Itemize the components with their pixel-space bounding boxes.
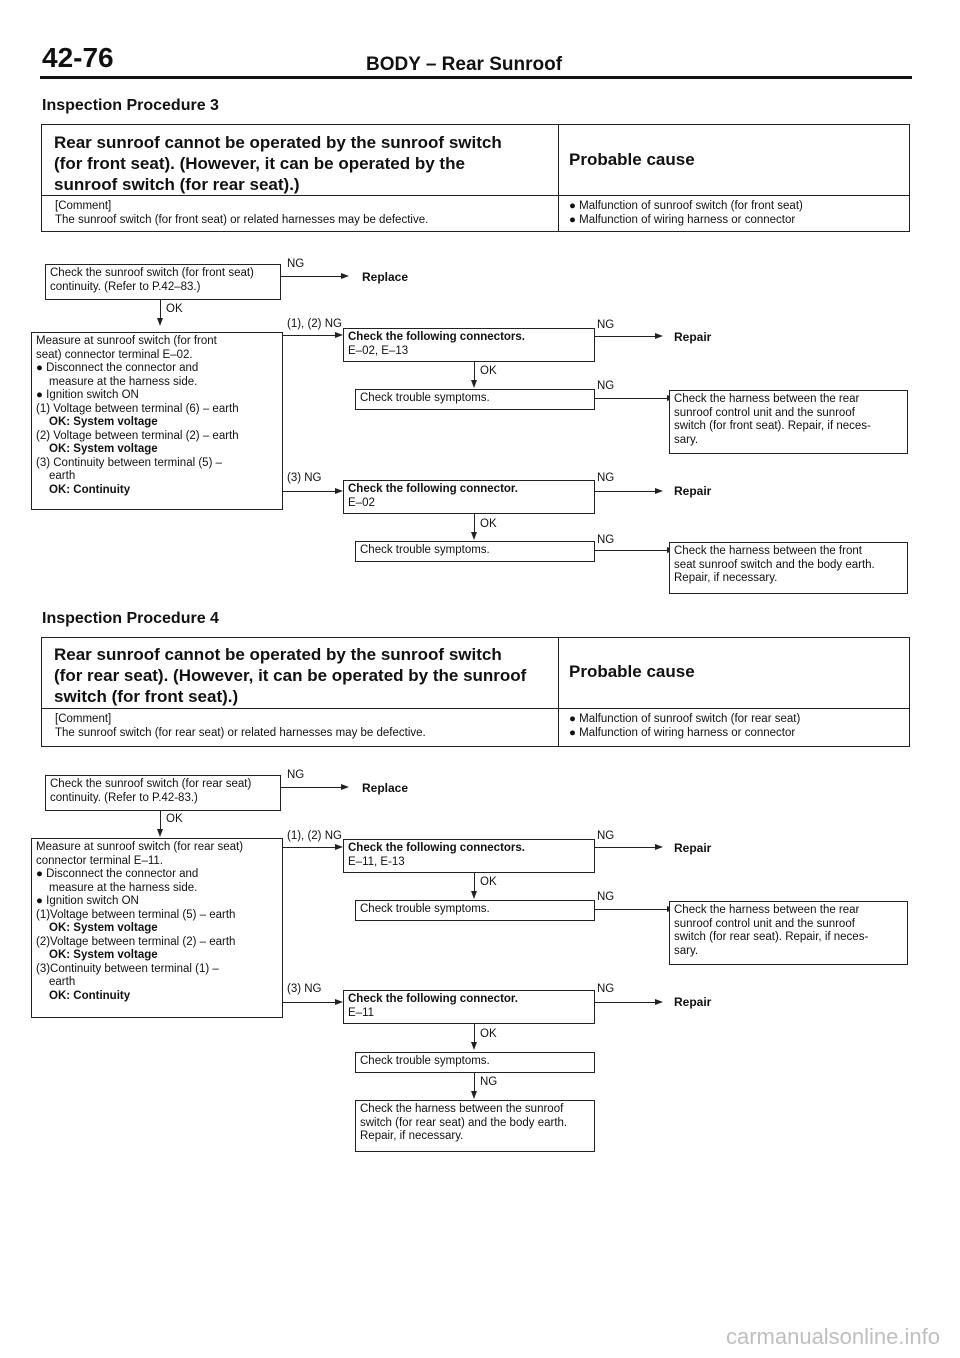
check-trouble-box: Check trouble symptoms. — [355, 389, 595, 410]
symptom-text: Rear sunroof cannot be operated by the sunroof switch (for front seat). (However, it can be operated by the sunroof switch (for rear seat).) — [54, 133, 502, 194]
repair-label: Repair — [674, 841, 712, 855]
harness-check-box: Check the harness between the rear sunroof control unit and the sunroof switch (for rear seat). Repair, if neces- sary. — [669, 901, 908, 965]
arrow-down-icon — [157, 318, 163, 326]
arrow-down-icon — [157, 829, 163, 837]
arrow-down-icon — [471, 1091, 477, 1099]
connector-line — [474, 1073, 475, 1093]
check-connector-box: Check the following connector. E–11 — [343, 990, 595, 1024]
ok-label: OK — [480, 518, 497, 530]
procedure-4-symptom-table — [41, 637, 910, 747]
connector-line — [595, 550, 667, 551]
connector-line — [595, 909, 667, 910]
ng-label: NG — [597, 891, 615, 903]
probable-cause-heading: Probable cause — [569, 150, 695, 169]
check-connector-box: Check the following connector. E–02 — [343, 480, 595, 514]
repair-label: Repair — [674, 484, 712, 498]
connector-line — [474, 514, 475, 534]
ng-label: NG — [597, 983, 615, 995]
ng3-label: (3) NG — [287, 983, 322, 995]
page-header: BODY – Rear Sunroof — [366, 54, 563, 75]
arrow-down-icon — [471, 380, 477, 388]
arrow-right-icon — [335, 844, 343, 850]
causes-list: ● Malfunction of sunroof switch (for front seat) ● Malfunction of wiring harness or connector — [569, 200, 803, 226]
procedure-4-title: Inspection Procedure 4 — [42, 610, 219, 627]
check-switch-box: Check the sunroof switch (for front seat) continuity. (Refer to P.42–83.) — [45, 264, 281, 300]
divider — [42, 708, 909, 709]
connector-line — [283, 335, 335, 336]
replace-label: Replace — [362, 781, 409, 795]
ng-label: NG — [287, 258, 305, 270]
ok-label: OK — [166, 303, 183, 315]
arrow-right-icon — [335, 999, 343, 1005]
divider — [42, 195, 909, 196]
connector-line — [160, 811, 161, 831]
connector-line — [281, 787, 341, 788]
connector-line — [474, 1024, 475, 1044]
connector-line — [281, 276, 341, 277]
connector-line — [160, 300, 161, 320]
arrow-right-icon — [341, 273, 349, 279]
harness-check-box: Check the harness between the rear sunroof control unit and the sunroof switch (for front seat). Repair, if neces- sary. — [669, 390, 908, 454]
procedure-3-title: Inspection Procedure 3 — [42, 97, 219, 114]
page-number: 42-76 — [42, 42, 114, 73]
repair-label: Repair — [674, 995, 712, 1009]
ok-label: OK — [166, 813, 183, 825]
check-connectors-box: Check the following connectors. E–11, E-13 — [343, 839, 595, 873]
causes-list: ● Malfunction of sunroof switch (for rear seat) ● Malfunction of wiring harness or connector — [569, 713, 801, 739]
arrow-right-icon — [341, 784, 349, 790]
harness-check-box: Check the harness between the sunroof switch (for rear seat) and the body earth. Repair, if necessary. — [355, 1100, 595, 1152]
check-trouble-box: Check trouble symptoms. — [355, 900, 595, 921]
probable-cause-heading: Probable cause — [569, 662, 695, 681]
ng-label: NG — [287, 769, 305, 781]
connector-line — [474, 362, 475, 382]
arrow-right-icon — [655, 488, 663, 494]
arrow-right-icon — [655, 333, 663, 339]
ng-label: NG — [597, 380, 615, 392]
ng-label: NG — [597, 830, 615, 842]
connector-line — [283, 491, 335, 492]
connector-line — [595, 1002, 655, 1003]
connector-line — [595, 491, 655, 492]
arrow-down-icon — [471, 1042, 477, 1050]
procedure-3-symptom-table — [41, 124, 910, 232]
comment-text: [Comment] The sunroof switch (for front seat) or related harnesses may be defective. — [55, 200, 429, 226]
check-trouble-box: Check trouble symptoms. — [355, 1052, 595, 1073]
divider — [558, 125, 559, 231]
connector-line — [595, 336, 655, 337]
comment-text: [Comment] The sunroof switch (for rear seat) or related harnesses may be defective. — [55, 713, 426, 739]
arrow-down-icon — [471, 532, 477, 540]
measure-box: Measure at sunroof switch (for rear seat) connector terminal E–11. ● Disconnect the connector and measure at the harness side. ● Ignition switch ON (1)Voltage between terminal (5) – earth OK: System voltage (2)Voltage between terminal (2) – earth OK: System voltage (3)Continuity between terminal (1) – earth OK: Continuity — [31, 838, 283, 1018]
arrow-down-icon — [471, 891, 477, 899]
connector-line — [283, 847, 335, 848]
arrow-right-icon — [655, 999, 663, 1005]
ok-label: OK — [480, 1028, 497, 1040]
check-switch-box: Check the sunroof switch (for rear seat) continuity. (Refer to P.42-83.) — [45, 775, 281, 811]
arrow-right-icon — [655, 844, 663, 850]
replace-label: Replace — [362, 270, 409, 284]
ng-label: NG — [480, 1076, 498, 1088]
watermark: carmanualsonline.info — [725, 1324, 940, 1349]
measure-box: Measure at sunroof switch (for front seat) connector terminal E–02. ● Disconnect the connector and measure at the harness side. ● Ignition switch ON (1) Voltage between terminal (6) – earth OK: System voltage (2) Voltage between terminal (2) – earth OK: System voltage (3) Continuity between terminal (5) – earth OK: Continuity — [31, 332, 283, 510]
connector-line — [283, 1002, 335, 1003]
check-connectors-box: Check the following connectors. E–02, E–13 — [343, 328, 595, 362]
connector-line — [595, 398, 667, 399]
ng-label: NG — [597, 319, 615, 331]
harness-check-box: Check the harness between the front seat sunroof switch and the body earth. Repair, if necessary. — [669, 542, 908, 594]
connector-line — [595, 847, 655, 848]
ng-label: NG — [597, 534, 615, 546]
ok-label: OK — [480, 365, 497, 377]
symptom-text: Rear sunroof cannot be operated by the sunroof switch (for rear seat). (However, it can be operated by the sunroof switch (for front seat).) — [54, 645, 527, 706]
arrow-right-icon — [335, 332, 343, 338]
ng3-label: (3) NG — [287, 472, 322, 484]
ng12-label: (1), (2) NG — [287, 830, 342, 842]
connector-line — [474, 873, 475, 893]
divider — [558, 638, 559, 746]
ng12-label: (1), (2) NG — [287, 318, 342, 330]
ok-label: OK — [480, 876, 497, 888]
check-trouble-box: Check trouble symptoms. — [355, 541, 595, 562]
header-rule — [40, 76, 912, 79]
ng-label: NG — [597, 472, 615, 484]
repair-label: Repair — [674, 330, 712, 344]
arrow-right-icon — [335, 488, 343, 494]
